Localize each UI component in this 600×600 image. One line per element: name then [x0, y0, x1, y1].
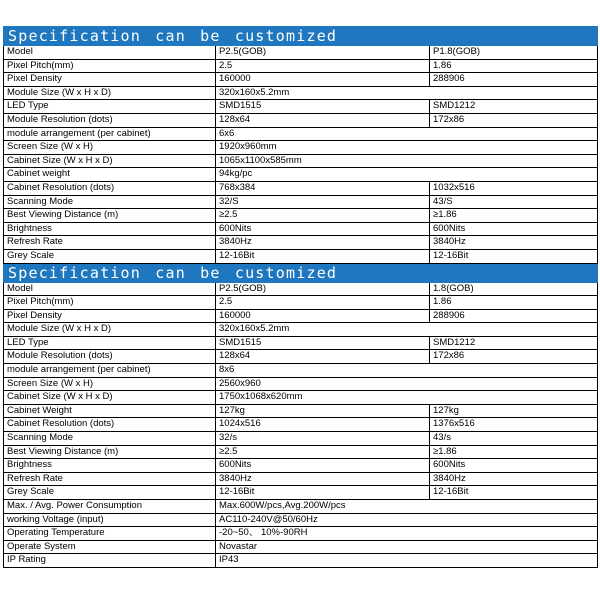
spec-title: Specification can be customized [4, 263, 598, 282]
spec-label: Cabinet Resolution (dots) [4, 181, 216, 195]
spec-value-alt: 600Nits [430, 222, 598, 236]
spec-value: 128x64 [216, 350, 430, 364]
spec-label: Operate System [4, 540, 216, 554]
spec-label: Grey Scale [4, 249, 216, 263]
spec-value: 2.5 [216, 296, 430, 310]
table-row [4, 404, 598, 418]
table-row [4, 168, 598, 182]
spec-label: Cabinet Size (W x H x D) [4, 391, 216, 405]
table-row [4, 46, 598, 60]
table-row [4, 59, 598, 73]
table-row [4, 127, 598, 141]
spec-label: Refresh Rate [4, 472, 216, 486]
spec-title-row [4, 263, 598, 282]
spec-value-alt: 288906 [430, 73, 598, 87]
spec-label: LED Type [4, 100, 216, 114]
table-row [4, 86, 598, 100]
table-row [4, 309, 598, 323]
spec-value: IP43 [216, 554, 598, 568]
spec-label: IP Rating [4, 554, 216, 568]
spec-label: Module Resolution (dots) [4, 350, 216, 364]
spec-value: 3840Hz [216, 472, 430, 486]
spec-value-alt: 600Nits [430, 459, 598, 473]
table-row [4, 459, 598, 473]
table-row [4, 554, 598, 568]
table-row [4, 418, 598, 432]
spec-value: 12-16Bit [216, 486, 430, 500]
spec-value: SMD1515 [216, 100, 430, 114]
spec-label: Pixel Density [4, 73, 216, 87]
spec-title-row [4, 27, 598, 46]
spec-label: Cabinet Size (W x H x D) [4, 154, 216, 168]
spec-value-alt: ≥1.86 [430, 209, 598, 223]
spec-value: 8x6 [216, 364, 598, 378]
spec-table [3, 26, 598, 568]
spec-value: 1024x516 [216, 418, 430, 432]
spec-value-alt: 1376x516 [430, 418, 598, 432]
spec-label: Cabinet Resolution (dots) [4, 418, 216, 432]
spec-value: ≥2.5 [216, 445, 430, 459]
spec-value: 1920x960mm [216, 141, 598, 155]
table-row [4, 486, 598, 500]
spec-value-alt: 43/s [430, 432, 598, 446]
spec-label: Brightness [4, 222, 216, 236]
spec-value: 3840Hz [216, 236, 430, 250]
table-row [4, 141, 598, 155]
spec-value: SMD1515 [216, 336, 430, 350]
spec-value: Max.600W/pcs,Avg.200W/pcs [216, 500, 598, 514]
table-row [4, 296, 598, 310]
spec-label: Model [4, 282, 216, 296]
spec-value: P2.5(GOB) [216, 46, 430, 60]
spec-label: Screen Size (W x H) [4, 141, 216, 155]
spec-value: 2560x960 [216, 377, 598, 391]
spec-value-alt: 127kg [430, 404, 598, 418]
table-row [4, 350, 598, 364]
spec-label: Operating Temperature [4, 527, 216, 541]
spec-value: 768x384 [216, 181, 430, 195]
spec-value: 94kg/pc [216, 168, 598, 182]
spec-label: working Voltage (input) [4, 513, 216, 527]
table-row [4, 377, 598, 391]
spec-value: 600Nits [216, 222, 430, 236]
table-row [4, 391, 598, 405]
spec-value: 127kg [216, 404, 430, 418]
spec-label: module arrangement (per cabinet) [4, 364, 216, 378]
spec-value: 600Nits [216, 459, 430, 473]
spec-label: Module Size (W x H x D) [4, 323, 216, 337]
table-row [4, 323, 598, 337]
table-row [4, 282, 598, 296]
spec-value-alt: 12-16Bit [430, 249, 598, 263]
spec-value-alt: 3840Hz [430, 472, 598, 486]
spec-value-alt: SMD1212 [430, 336, 598, 350]
table-row [4, 154, 598, 168]
spec-value: 32/S [216, 195, 430, 209]
spec-value: 160000 [216, 73, 430, 87]
spec-label: Screen Size (W x H) [4, 377, 216, 391]
spec-label: Module Resolution (dots) [4, 113, 216, 127]
table-row [4, 336, 598, 350]
table-row [4, 472, 598, 486]
spec-label: Grey Scale [4, 486, 216, 500]
spec-label: Pixel Density [4, 309, 216, 323]
table-row [4, 195, 598, 209]
spec-value-alt: 3840Hz [430, 236, 598, 250]
table-row [4, 236, 598, 250]
spec-value-alt: 1.8(GOB) [430, 282, 598, 296]
spec-value-alt: P1.8(GOB) [430, 46, 598, 60]
spec-value-alt: ≥1.86 [430, 445, 598, 459]
spec-value-alt: 1032x516 [430, 181, 598, 195]
spec-label: Brightness [4, 459, 216, 473]
spec-label: Scanning Mode [4, 195, 216, 209]
spec-value-alt: 1.86 [430, 296, 598, 310]
spec-label: Refresh Rate [4, 236, 216, 250]
spec-value: 320x160x5.2mm [216, 323, 598, 337]
spec-label: Pixel Pitch(mm) [4, 296, 216, 310]
spec-value-alt: 172x86 [430, 113, 598, 127]
spec-value-alt: 43/S [430, 195, 598, 209]
table-row [4, 73, 598, 87]
spec-value: AC110-240V@50/60Hz [216, 513, 598, 527]
spec-value-alt: SMD1212 [430, 100, 598, 114]
spec-value: -20~50、 10%-90RH [216, 527, 598, 541]
spec-label: Model [4, 46, 216, 60]
spec-label: Cabinet weight [4, 168, 216, 182]
table-row [4, 181, 598, 195]
table-row [4, 100, 598, 114]
spec-value: 1750x1068x620mm [216, 391, 598, 405]
spec-value-alt: 12-16Bit [430, 486, 598, 500]
table-row [4, 222, 598, 236]
spec-label: Module Size (W x H x D) [4, 86, 216, 100]
table-row [4, 364, 598, 378]
spec-label: LED Type [4, 336, 216, 350]
table-row [4, 445, 598, 459]
spec-value: 12-16Bit [216, 249, 430, 263]
spec-value: P2.5(GOB) [216, 282, 430, 296]
spec-value: Novastar [216, 540, 598, 554]
table-row [4, 500, 598, 514]
spec-label: Best Viewing Distance (m) [4, 209, 216, 223]
spec-label: Scanning Mode [4, 432, 216, 446]
spec-label: Best Viewing Distance (m) [4, 445, 216, 459]
spec-value: 32/s [216, 432, 430, 446]
table-row [4, 540, 598, 554]
spec-value: 128x64 [216, 113, 430, 127]
spec-label: Cabinet Weight [4, 404, 216, 418]
spec-label: module arrangement (per cabinet) [4, 127, 216, 141]
spec-title: Specification can be customized [4, 27, 598, 46]
table-row [4, 249, 598, 263]
spec-value-alt: 172x86 [430, 350, 598, 364]
table-row [4, 513, 598, 527]
spec-value: ≥2.5 [216, 209, 430, 223]
spec-value-alt: 1.86 [430, 59, 598, 73]
spec-label: Max. / Avg. Power Consumption [4, 500, 216, 514]
spec-value: 6x6 [216, 127, 598, 141]
spec-value: 2.5 [216, 59, 430, 73]
table-row [4, 113, 598, 127]
table-row [4, 209, 598, 223]
spec-value: 160000 [216, 309, 430, 323]
spec-sheet [3, 26, 597, 568]
table-row [4, 432, 598, 446]
table-row [4, 527, 598, 541]
spec-value-alt: 288906 [430, 309, 598, 323]
spec-value: 320x160x5.2mm [216, 86, 598, 100]
spec-value: 1065x1100x585mm [216, 154, 598, 168]
spec-label: Pixel Pitch(mm) [4, 59, 216, 73]
